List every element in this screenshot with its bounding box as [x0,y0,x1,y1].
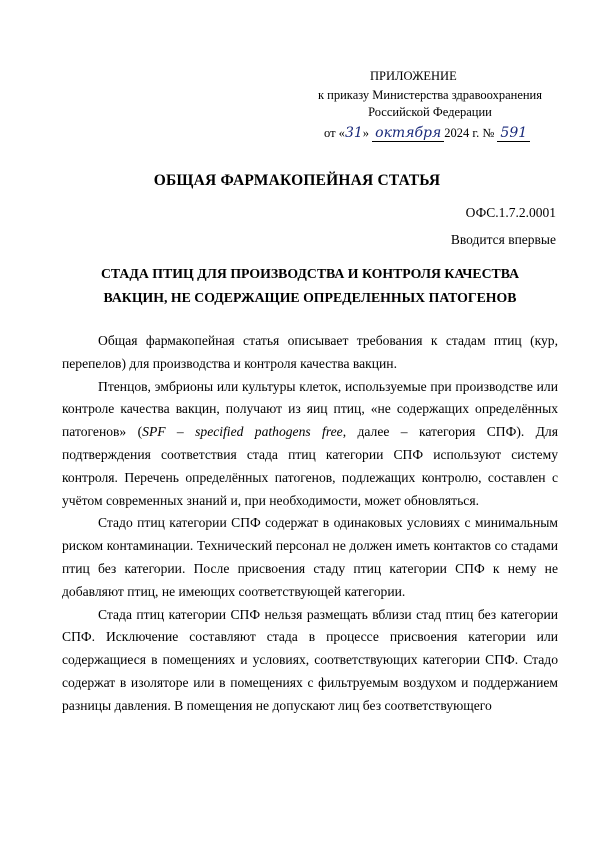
order-number-handwritten: 591 [497,125,530,142]
article-body [62,330,558,718]
document-code: ОФС.1.7.2.0001 [465,205,556,220]
appendix-label: ПРИЛОЖЕНИЕ [370,69,457,83]
order-line-2: Российской Федерации [368,105,492,119]
paragraph-2-part-b: , далее – категория СПФ). Для подтверждения соответствия стада птиц категории СПФ используют систему контроля. Перечень определённых патогенов, подлежащих контролю, составлен с учётом современных знаний и, при необходимости, может обновляться. [62,424,558,508]
paragraph-4: Стада птиц категории СПФ нельзя размещать вблизи стад птиц без категории СПФ. Исключение составляют стада в процессе присвоения категории или содержащиеся в помещениях и условиях, соответствующих категории СПФ. Стадо содержат в изоляторе или в помещениях с фильтруемым воздухом и поддержанием разницы давления. В помещения не допускают лиц без соответствующего [62,606,558,713]
date-year: 2024 г. № [444,126,495,140]
order-date-line [324,124,530,142]
subtitle-line-2: ВАКЦИН, НЕ СОДЕРЖАЩИЕ ОПРЕДЕЛЕННЫХ ПАТОГЕНОВ [103,290,517,305]
order-reference [310,87,550,121]
date-day-handwritten: 31 [344,125,363,141]
article-subtitle [60,262,560,310]
subtitle-line-1: СТАДА ПТИЦ ДЛЯ ПРОИЗВОДСТВА И КОНТРОЛЯ КАЧЕСТВА [100,266,520,281]
paragraph-1: Общая фармакопейная статья описывает требования к стадам птиц (кур, перепелов) для производства и контроля качества вакцин. [62,333,558,371]
paragraph-2-italic: SPF – specified pathogens free [142,424,343,440]
paragraph-2-part-a: Птенцов, эмбрионы или культуры клеток, используемые при производстве или контроле качества вакцин, получают из яиц птиц, «не содержащих определённых патогенов» ( [62,378,558,440]
date-month-handwritten: октября [372,125,444,142]
order-line-1: к приказу Министерства здравоохранения [317,88,542,102]
paragraph-3: Стадо птиц категории СПФ содержат в одинаковых условиях с минимальным риском контаминации. Технический персонал не должен иметь контактов со стадами птиц без категории. После присвоения стаду птиц категории СПФ к нему не добавляют птиц, не имеющих соответствующей категории. [62,515,558,599]
document-title: ОБЩАЯ ФАРМАКОПЕЙНАЯ СТАТЬЯ [153,172,441,189]
paragraph-2 [62,376,558,513]
date-separator: » [362,126,370,140]
date-prefix: от « [324,126,345,140]
introduced-note: Вводится впервые [450,232,556,247]
